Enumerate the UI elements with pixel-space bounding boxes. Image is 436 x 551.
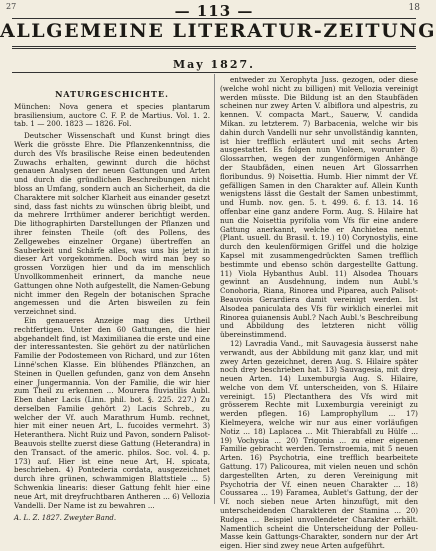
left-paragraph-1: Deutscher Wissenschaft und Kunst bringt dies Werk die grösste Ehre. Die Pflanzenkenntniss, die durch des Vfs brasilische Reise einen bedeutenden Zuwachs erhalten, gewinnt durch die höchst genauen Analysen der neuen Gattungen und Arten und durch die gründlichen Beschreibungen nicht bloss an Umfang, sondern auch an Sicherheit, da die Charaktere mit solcher Klarheit aus einander gesetzt sind, dass fast nichts zu wünschen übrig bleibt, und da mehrere Irrthümer anderer berichtigt werden. Die lithographirten Darstellungen der Pflanzen und ihrer feinsten Theile (oft des Pollens, des Zellgewebes einzelner Organe) übertreffen an Sauberkeit und Schärfe alles, was uns bis jetzt in dieser Art vorgekommen. Doch wird man bey so grossen Vorzügen hier und da im menschlich Unvollkommenheit erinnert, da manche neue Gattungen ohne Noth aufgestellt, die Namen-Gebung nicht immer den Regeln der botanischen Sprache angemessen und die Arten bisweilen zu fein verzeichnet sind.	[14, 131, 210, 317]
left-column	[14, 89, 211, 523]
article-headline: München: Nova genera et species plantarum brasiliensium, auctore C. F. P. de Martius. Vol. 1. 2. tab. 1 — 200. 1823 — 1826. Fol.	[14, 101, 210, 129]
right-article-body	[220, 76, 418, 551]
column-divider	[214, 74, 215, 504]
section-heading: NATURGESCHICHTE.	[55, 89, 169, 99]
right-paragraph-2: 12) Lavradia Vand., mit Sauvagesia äusserst nahe verwandt, aus der Abbildung mit ganz klar, und mit zwey Arten gezeichnet, deren Aug. S. Hilaire später noch drey beschrieben hat. 13) Sauvagesia, mit drey neuen Arten. 14) Luxemburgia Aug. S. Hilaire, welche von dem Vf. unterscheiden, von S. Hilaire vereinigt. 15) Plectanthera des Vfs wird mit grösserem Rechte mit Luxemburgia vereinigt zu werden pflegen. 16) Lamprophyllum ... 17) Kielmeyera, welche wir nur aus einer vorläufigen Notiz ... 18) Laplacea ... Mit Thierabfall zu Hülfe ... 19) Vochysia ... 20) Trigonia ... zu einer eigenen Familie gebracht werden. Ternstroemia, mit 5 neuen Arten. 16) Psychotria, eine trefflich bearbeitete Gattung. 17) Palicourea, mit vielen neuen und schön dargestellten Arten, zu deren Vereinigung mit Psychotria der Vf. einen neuen Charakter ... 18) Coussarea ... 19) Faramea, Aublet's Gattung, der der Vf. noch sieben neue Arten hinzufügt, mit den unterscheidenden Charakteren der Stamina ... 20) Rudgea ... Beispiel unvollendeter Charakter erhält. Namentlich scheint die Unterscheidung der Polleu- Masse kein Gattungs-Charakter, sondern nur der Art eigen. Hier sind zwey neue Arten aufgeführt.	[220, 338, 418, 551]
right-column	[220, 75, 418, 551]
left-paragraph-2: Ein genaueres Anzeige mag dies Urtheil rechtfertigen. Unter den 60 Gattungen, die hier abgehandelt find, ist Maximilianea die erste und eine der interessantesten. Sie gehört zu der natürlichen Familie der Podostemeen von Richard, und zur 16ten Linné'schen Klasse. Ein blühendes Pflänzchen, an Steinen in Quellen gefunden, ganz von dem Ansehn einer Jungermannia. Von der Familie, die wir hier zum Theil zu erkennen ... Mourera fluviatilis Aubl. Eben daher Lacis (Linn. phil. bot. §. 225. 227.) Zu derselben Familie gehört 2) Lacis Schreb., zu welcher der Vf. auch Marathrum Humb. rechnet, hier mit einer neuen Art, L. fucoides vermehrt. 3) Heteranthera. Nicht Ruiz und Pavon, sondern Palisot-Beauvois stellte zuerst diese Gattung (Heterandra) in den Transact. of the americ. philos. Soc. vol. 4. p. 173) auf. Hier ist eine neue Art, H. spicata, beschrieben. 4) Pontederia cordata, ausgezeichnet durch ihre grünen, schwammigen Blattstiele ... 5) Schwenkia linearis: dieser Gattung fehlt hier eine neue Art, mit dreyfruchtbaren Antheren ... 6) Vellozia Vandelli. Der Name ist zu bewahren ...	[14, 315, 211, 510]
volume-footer: A. L. Z. 1827. Zweyter Band.	[14, 514, 117, 523]
corner-mark-left: 27	[6, 2, 17, 11]
right-paragraph-1: entweder zu Xerophyta Juss. gezogen, oder diese (welche wohl nicht zu billigen) mit Vellozia vereinigt werden müsste. Die Bildung ist an den Staubfäden scheinen nur zwey Arten V. albiflora und alpestris, zu kennen. V. compacta Mart., Sauerw, V. candida Mikan. zu letzterem. 7) Barbacenia, welche wir bis dahin durch Vandelli nur sehr unvollständig kannten, ist hier trefflich erläutert und mit sechs Arten ausgestattet. Es folgen nun Violeen, worunter 8) Glossarrhen, wegen der zungenförmigen Anhänge der Staubfäden, einen neuen Art Glossarrhen floribundus. 9) Noisettia. Humb. Hier nimmt der Vf. gefälligen Samen in den Charakter auf. Allein Kunth wenigstens lässt die Gestalt der Samen unbestimmt, und Humb. nov. gen. 5. t. 499. 6. f. 13. 14. 16 offenbar eine ganz andere Form. Aug. S. Hilaire hat nun die Noisettia pyrifolia vom Vfs für eine andere Gattung anerkannt, welche er Anchietea nennt. (Plant. usuell. du Brasil. t. 19.) 10) Corynostylis, eine durch den keulenförmigen Griffel und die holzige Kapsel mit zusammengedrückten Samen trefflich bestimmte und ebenso schön dargestellte Gattung. 11) Viola Hybanthus Aubl. 11) Alsodea Thouars gewinnt an Ausdehnung, indem nun Aubl.'s Conohoria, Riana, Rinorea und Piparea, auch Palisot-Beauvois Gerardiera damit vereinigt werden. Ist Alsodea paniculata des Vfs für wirklich einerlei mit Rinorea guianensis Aubl.? Nach Aubl.'s Beschreibung und Abbildung des letzteren nicht völlig übereinstimmend.	[220, 75, 418, 340]
page-number: — 113 —	[174, 2, 254, 20]
issue-date: May 1827.	[173, 58, 255, 71]
header-rule-top	[12, 18, 416, 19]
header-rule-mid	[12, 46, 416, 47]
masthead: ALLGEMEINE LITERATUR-ZEITUNG	[0, 20, 436, 42]
header-rule-bottom	[12, 72, 416, 73]
corner-mark-right: 18	[408, 3, 420, 13]
left-article-body	[14, 132, 210, 510]
header-rule-mid-2	[12, 48, 416, 49]
